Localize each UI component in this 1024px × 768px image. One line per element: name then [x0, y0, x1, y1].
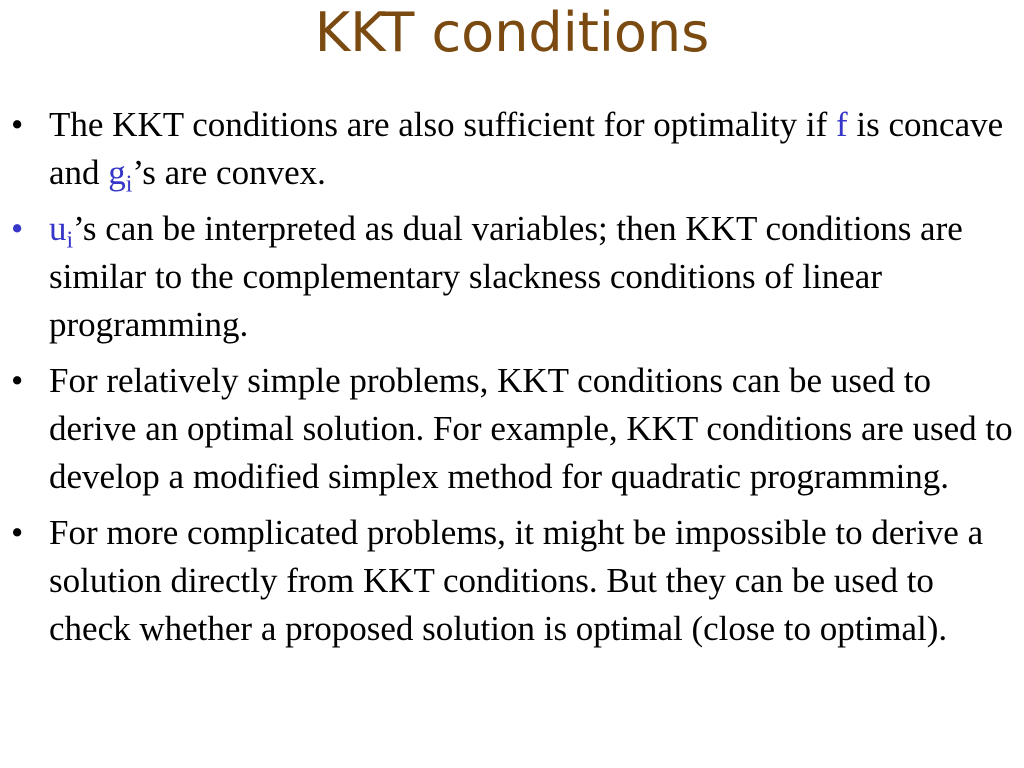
bullet-dot-icon: • [11, 209, 24, 248]
bullet-text: ’s are convex. [132, 153, 326, 192]
bullet-dot-icon: • [11, 105, 24, 144]
bullet-item-dual-variables [0, 205, 1024, 349]
bullet-item-sufficiency [0, 101, 1024, 197]
math-f: f [836, 105, 848, 144]
math-g: g [108, 153, 126, 192]
bullet-dot-icon: • [11, 361, 24, 400]
math-u: u [49, 209, 67, 248]
bullet-text: The KKT conditions are also sufficient for optimality if [49, 105, 837, 144]
bullet-text: For relatively simple problems, KKT conditions can be used to derive an optimal solution. For example, KKT conditions are used to develop a modified simplex method for quadratic programming. [49, 361, 1013, 496]
bullet-list [0, 101, 1024, 661]
slide-title: KKT conditions [314, 1, 710, 64]
math-g-subscript: i [125, 171, 133, 198]
bullet-dot-icon: • [11, 513, 24, 552]
bullet-text: For more complicated problems, it might be impossible to derive a solution directly from KKT conditions. But they can be used to check whether a proposed solution is optimal (close to optimal). [49, 513, 984, 648]
math-u-subscript: i [66, 227, 74, 254]
bullet-text: ’s can be interpreted as dual variables; then KKT conditions are similar to the complementary slackness conditions of linear programming. [49, 209, 963, 344]
bullet-text: is concave and [49, 105, 1004, 192]
bullet-item-complicated-problems [0, 509, 1024, 653]
bullet-item-simple-problems [0, 357, 1024, 501]
